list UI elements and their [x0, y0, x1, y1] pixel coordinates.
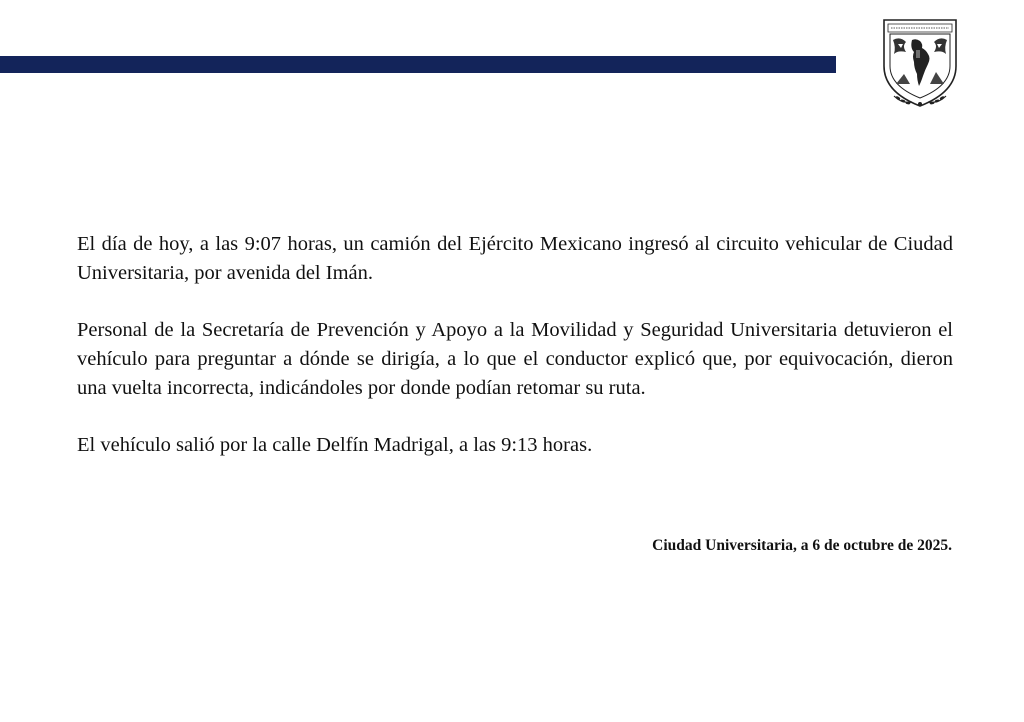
date-line: Ciudad Universitaria, a 6 de octubre de 2025.: [652, 537, 952, 554]
paragraph-entry: El día de hoy, a las 9:07 horas, un camión del Ejército Mexicano ingresó al circuito vehicular de Ciudad Universitaria, por avenida del Imán.: [77, 233, 953, 284]
paragraph-exit: El vehículo salió por la calle Delfín Madrigal, a las 9:13 horas.: [77, 434, 593, 456]
unam-seal-icon: [876, 14, 964, 110]
bulletin-body: [77, 230, 953, 488]
paragraph-detention: Personal de la Secretaría de Prevención y Apoyo a la Movilidad y Seguridad Universitaria detuvieron el vehículo para preguntar a dónde se dirigía, a lo que el conductor explicó que, por equivocación, dieron una vuelta incorrecta, indicándoles por donde podían retomar su ruta.: [77, 319, 953, 399]
header-bar: [0, 56, 836, 73]
